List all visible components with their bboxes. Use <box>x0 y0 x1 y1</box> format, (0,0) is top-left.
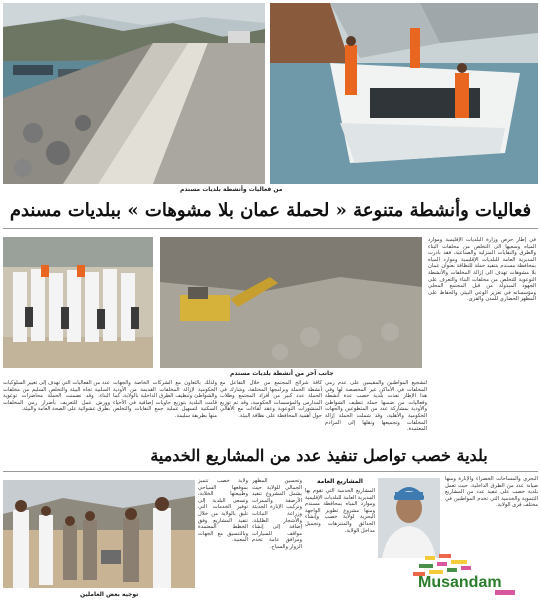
article1-column-4: ولذلك بالتعاون مع الشركات الخاصة والجهات الحكومية لإزالة المخلفات القديمة من الأودية والشواطئ وتنظيف الطرق الداخلية بالولاية، كما قامت البلدية بتوزيع حاويات إضافية في الأحياء السكنية لتسهيل عملية جمع النفايات والتخلص منها بطريقة سليمة. <box>113 380 217 419</box>
official-portrait-photo <box>378 478 440 558</box>
musandam-watermark: Musandam <box>418 574 502 591</box>
bottom-photo-caption: توجيه بعض العاملين <box>80 591 139 598</box>
article2-subhead: المشاريع العامة <box>317 478 363 485</box>
article1-column-1: في إطار حرص وزارة البلديات الإقليمية وموارد المياه وسعيها الى التخلص من مخلفات البناء والطرق والنفايات المنزلية والصناعية، فقد بادرت المديرية العامة للبلديات الإقليمية وموارد المياه بمحافظة مسندم بتنفيذ حملة للنظافة بعنوان عمان بلا مشوهات تهدف الى إزالة المخلفات والأنشطة التوعوية للتخلص من مخلفات البناء والتعرف على الجهود المبذولة من قبل المجتمع المحلي ومؤسساته في تعزيز الوعي البيئي والحفاظ على المظهر الحضاري للمدن والقرى. <box>428 237 536 303</box>
article1-column-3: كافة شرائح المجتمع من خلال التفاعل مع أنشطة الحملة وبرامجها المختلفة، وشارك في الحملة عدد كبير من أفراد المجتمع وطلاب المدارس والمؤسسات الحكومية، وقد تم توزيع المنشورات التوعوية وعقد لقاءات مع الأهالي حول أهمية المحافظة على نظافة البيئة. <box>220 380 322 419</box>
mid-photo-caption: جانب آخر من أنشطة بلديات مسندم <box>230 370 334 377</box>
harbor-road-photo <box>3 3 265 184</box>
excavator-photo <box>160 237 422 368</box>
workers-site-photo <box>3 480 195 588</box>
article2-column-4: ولاية خصب تتميز بموقعها السياحي وطبيعتها الخلابة، وتسعى البلدية إلى توفير الخدمات التي تليق بالولاية من خلال تنفيذ المشاريع وفق الخطط المعتمدة وبالتنسيق مع الجهات المعنية. <box>198 478 248 544</box>
top-photo-caption: من فعاليات وأنشطة بلديات مسندم <box>180 186 283 193</box>
boat-workers-photo <box>270 3 538 184</box>
main-headline: فعاليات وأنشطة متنوعة « لحملة عمان بلا مشوهات » ببلديات مسندم <box>9 200 532 221</box>
article2-column-1: البحري والمساحات الخضراء والإنارة ومنها صيانة عدد من الطرق الداخلية، حيث تعمل بلدية خصب على تنفيذ عدد من المشاريع التنموية والخدمية التي تخدم المواطنين في مختلف قرى الولاية. <box>445 476 538 509</box>
article1-column-2: لتشجيع المواطنين والمقيمين على عدم رمي المخلفات في الأماكن غير المخصصة لها وفي هذا الإطار نفذت بلدية خصب عدة أنشطة وفعاليات من ضمنها حملة تنظيف الشواطئ والأودية بمشاركة عدد من المتطوعين والجهات الحكومية والأهلية، وقد شملت الحملة إزالة المخلفات وتجميعها ونقلها إلى المرادم المعتمدة. <box>325 380 427 433</box>
article2-column-3: وتحسين المظهر الجمالي للولاية حيث يشمل المشروع تنفيذ الأرصفة والممرات وتركيب الإنارة الحديثة وزراعة النباتات والأشجار الظليلة، إضافة إلى إنشاء مواقف للسيارات ومرافق عامة تخدم الزوار والسياح. <box>252 478 302 550</box>
divider <box>3 471 538 472</box>
article2-column-2: المشاريع الخدمية التي تقوم بها المديرية العامة للبلديات الإقليمية وموارد المياه بمحافظة مسندم ومنها مشروع تطوير الواجهة البحرية لولاية خصب وإنشاء الحدائق والمتنزهات وتجميل مداخل الولاية. <box>305 488 375 534</box>
second-headline: بلدية خصب تواصل تنفيذ عدد من المشاريع الخدمية <box>150 446 488 465</box>
article1-column-5: عدد من الفعاليات التي تهدف إلى تغيير السلوكيات السلبية تجاه البيئة والتخلص السليم من مخلفات البناء، وقد تضمنت الحملة محاضرات توعوية وورش عمل للتعريف بأضرار رمي المخلفات بطرق عشوائية على الصحة العامة والبيئة. <box>3 380 110 413</box>
volunteers-group-photo <box>3 237 153 368</box>
divider <box>3 228 538 229</box>
